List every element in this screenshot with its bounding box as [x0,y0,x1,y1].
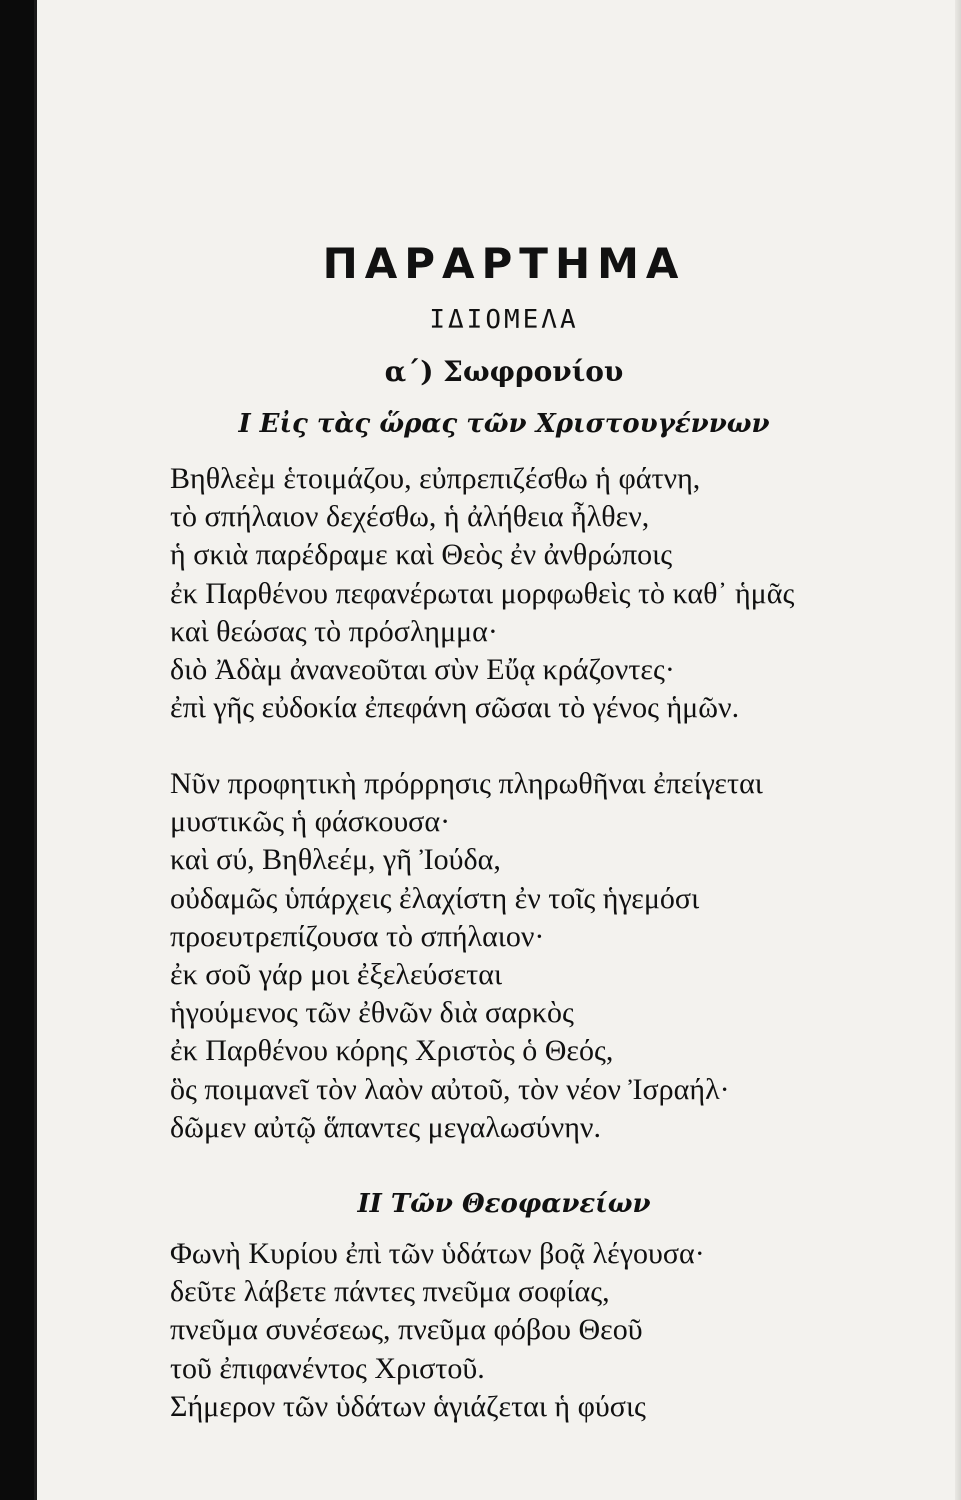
stanza-3 [170,1235,830,1426]
verse-line: καὶ σύ, Βηθλεέμ, γῆ Ἰούδα, [170,843,501,877]
verse-line: ἡγούμενος τῶν ἐθνῶν διὰ σαρκὸς [170,996,574,1030]
verse-line: μυστικῶς ἡ φάσκουσα· [170,805,451,839]
stanza-1 [170,460,830,727]
verse-line: δεῦτε λάβετε πάντες πνεῦμα σοφίας, [170,1275,610,1309]
idiomela-subtitle: ΙΔΙΟΜΕΛΑ [429,305,579,335]
author-heading: α΄) Σωφρονίου [384,355,624,388]
verse-line: ἐκ σοῦ γάρ μοι ἐξελεύσεται [170,958,503,992]
verse-line: ἐκ Παρθένου κόρης Χριστὸς ὁ Θεός, [170,1034,614,1068]
verse-line: τὸ σπήλαιον δεχέσθω, ἡ ἀλήθεια ἦλθεν, [170,500,650,534]
verse-line: Νῦν προφητικὴ πρόρρησις πληρωθῆναι ἐπείγεται [170,767,763,800]
verse-line: οὐδαμῶς ὑπάρχεις ἐλαχίστη ἐν τοῖς ἡγεμόσι [170,881,700,915]
verse-line: προευτρεπίζουσα τὸ σπήλαιον· [170,919,545,953]
verse-line: δῶμεν αὐτῷ ἅπαντες μεγαλωσύνην. [170,1110,601,1144]
verse-line: ἡ σκιὰ παρέδραμε καὶ Θεὸς ἐν ἀνθρώποις [170,538,673,572]
section-heading-theophany: ΙΙ Τῶν Θεοφανείων [357,1189,651,1219]
verse-line: διὸ Ἀδὰμ ἀνανεοῦται σὺν Εὔᾳ κράζοντες· [170,653,675,687]
verse-line: ἐπὶ γῆς εὐδοκία ἐπεφάνη σῶσαι τὸ γένος ἡμῶν. [170,691,740,725]
verse-line: Βηθλεὲμ ἑτοιμάζου, εὐπρεπιζέσθω ἡ φάτνη, [170,462,701,495]
stanza-2 [170,765,830,1147]
verse-line: ἐκ Παρθένου πεφανέρωται μορφωθεὶς τὸ καθ᾽ ἡμᾶς [170,576,795,610]
page-content [37,0,961,1500]
section-heading-christmas: Ι Εἰς τὰς ὥρας τῶν Χριστουγέννων [238,409,770,439]
appendix-title: ΠΑΡΑΡΤΗΜΑ [322,239,686,288]
verse-line: τοῦ ἐπιφανέντος Χριστοῦ. [170,1351,485,1385]
verse-line: καὶ θεώσας τὸ πρόσλημμα· [170,614,498,648]
verse-line: πνεῦμα συνέσεως, πνεῦμα φόβου Θεοῦ [170,1313,643,1347]
book-page [34,0,961,1500]
verse-line: Φωνὴ Κυρίου ἐπὶ τῶν ὑδάτων βοᾷ λέγουσα· [170,1237,705,1270]
verse-line: ὃς ποιμανεῖ τὸν λαὸν αὐτοῦ, τὸν νέον Ἰσραήλ· [170,1072,730,1106]
verse-line: Σήμερον τῶν ὑδάτων ἁγιάζεται ἡ φύσις [170,1389,646,1423]
